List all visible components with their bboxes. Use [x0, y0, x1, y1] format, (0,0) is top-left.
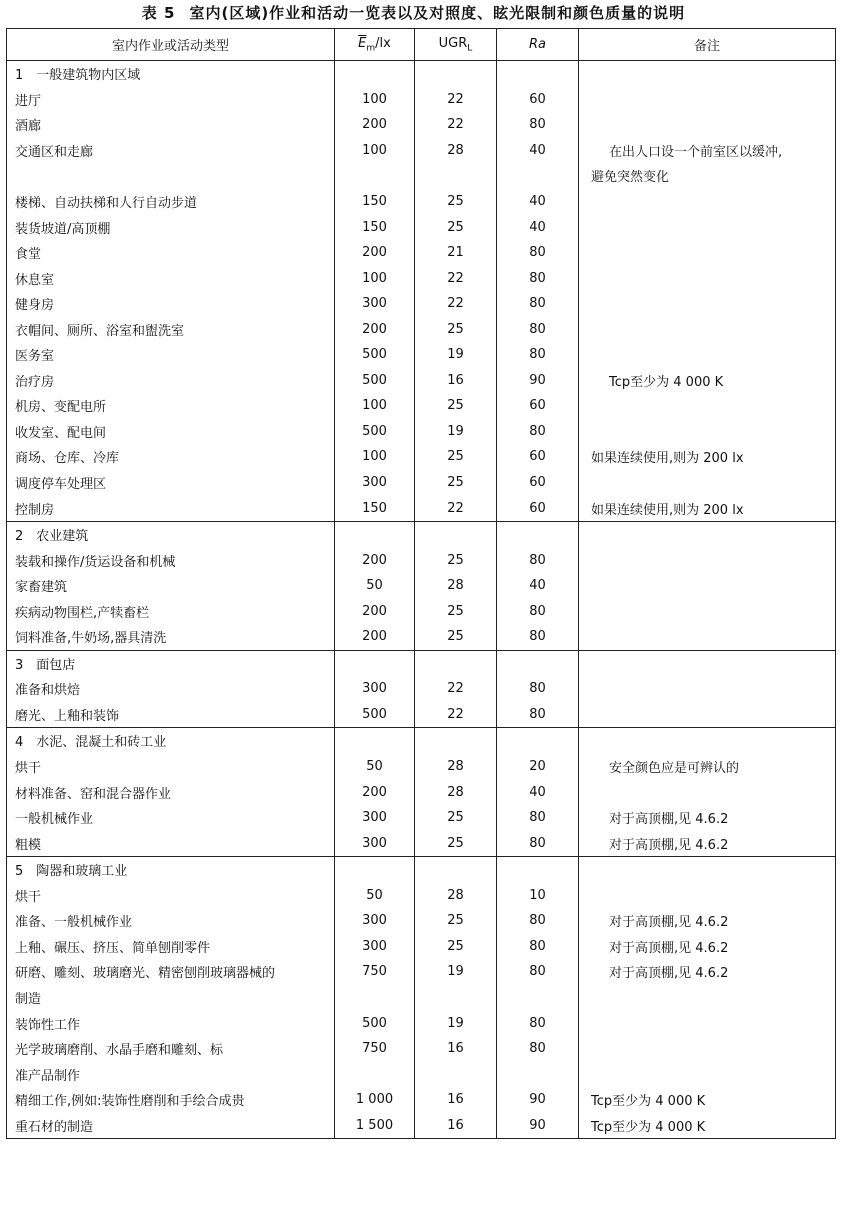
ugr-cell: 28 [415, 573, 497, 599]
ra-cell: 80 [497, 342, 579, 368]
em-cell: 100 [335, 265, 415, 291]
activity-cell: 烘干 [7, 883, 335, 909]
table-row [7, 521, 836, 547]
em-cell: 200 [335, 779, 415, 805]
note-cell [579, 624, 836, 650]
header-em-symbol: $\overline{E}$ [358, 35, 367, 51]
ugr-cell: 22 [415, 495, 497, 521]
ra-cell: 20 [497, 754, 579, 780]
ugr-cell: 28 [415, 754, 497, 780]
em-cell: 300 [335, 291, 415, 317]
em-cell: 200 [335, 547, 415, 573]
activity-cell: 机房、变配电所 [7, 393, 335, 419]
ra-cell: 60 [497, 470, 579, 496]
em-cell: 500 [335, 419, 415, 445]
activity-cell: 磨光、上釉和装饰 [7, 702, 335, 728]
ra-cell: 80 [497, 702, 579, 728]
ugr-cell: 16 [415, 1036, 497, 1062]
ra-cell: 10 [497, 883, 579, 909]
ra-cell: 60 [497, 495, 579, 521]
em-cell [335, 61, 415, 87]
note-cell [579, 883, 836, 909]
note-cell [579, 676, 836, 702]
em-cell [335, 163, 415, 189]
activity-cell: 4 水泥、混凝土和砖工业 [7, 728, 335, 754]
ugr-cell: 25 [415, 316, 497, 342]
table-row [7, 985, 836, 1011]
em-cell: 200 [335, 240, 415, 266]
note-cell [579, 779, 836, 805]
table-row [7, 112, 836, 138]
note-cell: 对于高顶棚,见 4.6.2 [579, 934, 836, 960]
note-cell [579, 856, 836, 882]
note-cell [579, 189, 836, 215]
em-cell: 100 [335, 138, 415, 164]
ra-cell: 40 [497, 189, 579, 215]
table-row [7, 470, 836, 496]
note-cell [579, 702, 836, 728]
note-cell [579, 61, 836, 87]
ra-cell: 80 [497, 112, 579, 138]
table-row [7, 393, 836, 419]
ra-cell: 40 [497, 138, 579, 164]
note-cell: 对于高顶棚,见 4.6.2 [579, 805, 836, 831]
note-cell: Tcp至少为 4 000 K [579, 1087, 836, 1113]
ugr-cell [415, 728, 497, 754]
table-row [7, 214, 836, 240]
table-row [7, 573, 836, 599]
ra-cell: 80 [497, 419, 579, 445]
em-cell: 750 [335, 959, 415, 985]
header-ugr-main: UGR [438, 35, 468, 51]
em-cell: 50 [335, 754, 415, 780]
ra-cell: 80 [497, 1036, 579, 1062]
activity-cell: 控制房 [7, 495, 335, 521]
table-row [7, 547, 836, 573]
em-cell: 500 [335, 702, 415, 728]
header-row [7, 29, 836, 61]
table-number: 表 5 [141, 4, 176, 22]
activity-cell: 材料准备、窑和混合器作业 [7, 779, 335, 805]
activity-cell: 治疗房 [7, 368, 335, 394]
note-cell [579, 265, 836, 291]
ugr-cell: 22 [415, 112, 497, 138]
activity-cell: 一般机械作业 [7, 805, 335, 831]
em-cell: 150 [335, 214, 415, 240]
em-cell [335, 728, 415, 754]
ugr-cell [415, 521, 497, 547]
header-em-sub: m [366, 43, 376, 54]
activity-cell: 装饰性工作 [7, 1010, 335, 1036]
em-cell: 300 [335, 805, 415, 831]
note-cell [579, 573, 836, 599]
table-row [7, 1061, 836, 1087]
table-row [7, 61, 836, 87]
ugr-cell: 25 [415, 547, 497, 573]
table-row [7, 1112, 836, 1138]
activity-cell: 准备、一般机械作业 [7, 908, 335, 934]
header-em [335, 29, 415, 61]
activity-cell: 交通区和走廊 [7, 138, 335, 164]
activity-cell: 楼梯、自动扶梯和人行自动步道 [7, 189, 335, 215]
table-row [7, 87, 836, 113]
ugr-cell: 25 [415, 908, 497, 934]
table-row [7, 240, 836, 266]
em-cell: 500 [335, 1010, 415, 1036]
activity-cell: 制造 [7, 985, 335, 1011]
em-cell: 500 [335, 342, 415, 368]
ugr-cell: 28 [415, 138, 497, 164]
ugr-cell: 28 [415, 883, 497, 909]
activity-cell: 烘干 [7, 754, 335, 780]
note-cell: 在出人口设一个前室区以缓冲, [579, 138, 836, 164]
note-cell: 对于高顶棚,见 4.6.2 [579, 959, 836, 985]
activity-cell: 食堂 [7, 240, 335, 266]
table-row [7, 650, 836, 676]
activity-cell: 疾病动物围栏,产犊畜栏 [7, 598, 335, 624]
note-cell [579, 393, 836, 419]
ra-cell: 90 [497, 368, 579, 394]
table-row [7, 805, 836, 831]
note-cell [579, 112, 836, 138]
em-cell: 200 [335, 316, 415, 342]
em-cell: 200 [335, 112, 415, 138]
ra-cell: 80 [497, 240, 579, 266]
activity-cell: 重石材的制造 [7, 1112, 335, 1138]
em-cell: 150 [335, 495, 415, 521]
activity-cell: 上釉、碾压、挤压、简单刨削零件 [7, 934, 335, 960]
em-cell: 750 [335, 1036, 415, 1062]
table-row [7, 163, 836, 189]
ugr-cell: 25 [415, 214, 497, 240]
em-cell: 300 [335, 830, 415, 856]
ra-cell: 80 [497, 547, 579, 573]
ugr-cell: 25 [415, 470, 497, 496]
table-title: 室内(区域)作业和活动一览表以及对照度、眩光限制和颜色质量的说明 [189, 4, 686, 22]
header-em-unit: /lx [375, 35, 391, 51]
header-ugr [415, 29, 497, 61]
activity-cell: 光学玻璃磨削、水晶手磨和雕刻、标 [7, 1036, 335, 1062]
ra-cell [497, 856, 579, 882]
ugr-cell: 25 [415, 830, 497, 856]
ra-cell: 80 [497, 291, 579, 317]
table-row [7, 1036, 836, 1062]
ra-cell: 90 [497, 1112, 579, 1138]
em-cell: 100 [335, 87, 415, 113]
em-cell: 300 [335, 470, 415, 496]
ugr-cell [415, 163, 497, 189]
ra-cell: 40 [497, 573, 579, 599]
ra-cell [497, 650, 579, 676]
header-ra: Ra [497, 29, 579, 61]
ra-cell [497, 728, 579, 754]
activity-cell: 准产品制作 [7, 1061, 335, 1087]
em-cell: 200 [335, 598, 415, 624]
activity-cell: 休息室 [7, 265, 335, 291]
em-cell: 200 [335, 624, 415, 650]
activity-cell: 3 面包店 [7, 650, 335, 676]
ra-cell: 80 [497, 676, 579, 702]
em-cell: 50 [335, 573, 415, 599]
ra-cell: 80 [497, 830, 579, 856]
table-row [7, 959, 836, 985]
em-cell: 100 [335, 444, 415, 470]
note-cell [579, 650, 836, 676]
activity-cell: 1 一般建筑物内区域 [7, 61, 335, 87]
activity-cell: 调度停车处理区 [7, 470, 335, 496]
em-cell: 100 [335, 393, 415, 419]
activity-cell: 5 陶器和玻璃工业 [7, 856, 335, 882]
ra-cell: 60 [497, 393, 579, 419]
table-row [7, 316, 836, 342]
table-row [7, 1087, 836, 1113]
note-cell [579, 214, 836, 240]
table-row [7, 189, 836, 215]
ra-cell [497, 1061, 579, 1087]
ugr-cell: 16 [415, 1112, 497, 1138]
ugr-cell: 25 [415, 598, 497, 624]
ra-cell [497, 163, 579, 189]
table-row [7, 779, 836, 805]
note-cell [579, 1010, 836, 1036]
note-cell [579, 547, 836, 573]
ra-cell: 80 [497, 624, 579, 650]
ugr-cell [415, 856, 497, 882]
ugr-cell: 22 [415, 676, 497, 702]
activity-cell: 家畜建筑 [7, 573, 335, 599]
note-cell [579, 598, 836, 624]
ra-cell [497, 985, 579, 1011]
activity-cell: 饲料准备,牛奶场,器具清洗 [7, 624, 335, 650]
ra-cell: 80 [497, 805, 579, 831]
table-row [7, 908, 836, 934]
note-cell: Tcp至少为 4 000 K [579, 1112, 836, 1138]
header-ugr-sub: L [467, 43, 473, 54]
table-row [7, 444, 836, 470]
ra-cell: 80 [497, 598, 579, 624]
note-cell [579, 316, 836, 342]
note-cell: 安全颜色应是可辨认的 [579, 754, 836, 780]
ugr-cell: 16 [415, 368, 497, 394]
header-activity: 室内作业或活动类型 [7, 29, 335, 61]
ra-cell: 40 [497, 779, 579, 805]
em-cell: 300 [335, 676, 415, 702]
ugr-cell: 22 [415, 265, 497, 291]
table-row [7, 291, 836, 317]
ugr-cell: 25 [415, 934, 497, 960]
table-row [7, 342, 836, 368]
activity-cell: 收发室、配电间 [7, 419, 335, 445]
em-cell: 300 [335, 934, 415, 960]
note-cell [579, 1061, 836, 1087]
table-row [7, 856, 836, 882]
ugr-cell: 16 [415, 1087, 497, 1113]
ra-cell: 80 [497, 265, 579, 291]
illuminance-table [6, 28, 836, 1139]
ugr-cell [415, 650, 497, 676]
table-row [7, 676, 836, 702]
activity-cell: 装货坡道/高顶棚 [7, 214, 335, 240]
ugr-cell: 25 [415, 189, 497, 215]
ugr-cell: 19 [415, 419, 497, 445]
ra-cell: 80 [497, 316, 579, 342]
table-row [7, 138, 836, 164]
table-row [7, 495, 836, 521]
activity-cell: 酒廊 [7, 112, 335, 138]
note-cell [579, 419, 836, 445]
em-cell [335, 1061, 415, 1087]
em-cell [335, 521, 415, 547]
ugr-cell [415, 61, 497, 87]
activity-cell: 粗模 [7, 830, 335, 856]
em-cell: 300 [335, 908, 415, 934]
table-row [7, 728, 836, 754]
em-cell: 500 [335, 368, 415, 394]
table-row [7, 934, 836, 960]
ugr-cell: 25 [415, 805, 497, 831]
ra-cell: 80 [497, 959, 579, 985]
note-cell [579, 87, 836, 113]
note-cell: Tcp至少为 4 000 K [579, 368, 836, 394]
table-row [7, 883, 836, 909]
ugr-cell: 25 [415, 393, 497, 419]
table-row [7, 830, 836, 856]
ra-cell: 60 [497, 444, 579, 470]
ugr-cell: 19 [415, 959, 497, 985]
note-cell: 如果连续使用,则为 200 lx [579, 495, 836, 521]
table-row [7, 419, 836, 445]
activity-cell: 衣帽间、厕所、浴室和盥洗室 [7, 316, 335, 342]
table-row [7, 598, 836, 624]
ra-cell: 40 [497, 214, 579, 240]
activity-cell: 精细工作,例如:装饰性磨削和手绘合成贵 [7, 1087, 335, 1113]
ugr-cell: 22 [415, 87, 497, 113]
em-cell: 50 [335, 883, 415, 909]
ra-cell: 80 [497, 934, 579, 960]
activity-cell: 商场、仓库、冷库 [7, 444, 335, 470]
ugr-cell: 25 [415, 624, 497, 650]
activity-cell [7, 163, 335, 189]
ra-cell [497, 61, 579, 87]
activity-cell: 装载和操作/货运设备和机械 [7, 547, 335, 573]
ra-cell: 80 [497, 908, 579, 934]
note-cell [579, 728, 836, 754]
ugr-cell: 19 [415, 1010, 497, 1036]
ugr-cell [415, 1061, 497, 1087]
ugr-cell: 19 [415, 342, 497, 368]
table-row [7, 368, 836, 394]
activity-cell: 健身房 [7, 291, 335, 317]
note-cell: 对于高顶棚,见 4.6.2 [579, 908, 836, 934]
em-cell [335, 985, 415, 1011]
em-cell: 1 500 [335, 1112, 415, 1138]
note-cell [579, 985, 836, 1011]
table-row [7, 265, 836, 291]
note-cell [579, 291, 836, 317]
note-cell [579, 342, 836, 368]
em-cell [335, 650, 415, 676]
ugr-cell: 22 [415, 702, 497, 728]
activity-cell: 医务室 [7, 342, 335, 368]
ra-cell [497, 521, 579, 547]
ugr-cell: 25 [415, 444, 497, 470]
ra-cell: 60 [497, 87, 579, 113]
em-cell [335, 856, 415, 882]
table-row [7, 1010, 836, 1036]
note-cell: 对于高顶棚,见 4.6.2 [579, 830, 836, 856]
table-row [7, 624, 836, 650]
ugr-cell: 21 [415, 240, 497, 266]
em-cell: 1 000 [335, 1087, 415, 1113]
table-caption [0, 2, 841, 23]
ugr-cell: 28 [415, 779, 497, 805]
activity-cell: 2 农业建筑 [7, 521, 335, 547]
activity-cell: 准备和烘焙 [7, 676, 335, 702]
ra-cell: 80 [497, 1010, 579, 1036]
note-cell [579, 470, 836, 496]
note-cell: 如果连续使用,则为 200 lx [579, 444, 836, 470]
note-cell [579, 521, 836, 547]
note-cell [579, 240, 836, 266]
activity-cell: 进厅 [7, 87, 335, 113]
em-cell: 150 [335, 189, 415, 215]
table-row [7, 702, 836, 728]
note-cell [579, 1036, 836, 1062]
header-note: 备注 [579, 29, 836, 61]
table-body [7, 61, 836, 1139]
note-cell: 避免突然变化 [579, 163, 836, 189]
ugr-cell [415, 985, 497, 1011]
ugr-cell: 22 [415, 291, 497, 317]
activity-cell: 研磨、雕刻、玻璃磨光、精密刨削玻璃器械的 [7, 959, 335, 985]
ra-cell: 90 [497, 1087, 579, 1113]
table-row [7, 754, 836, 780]
